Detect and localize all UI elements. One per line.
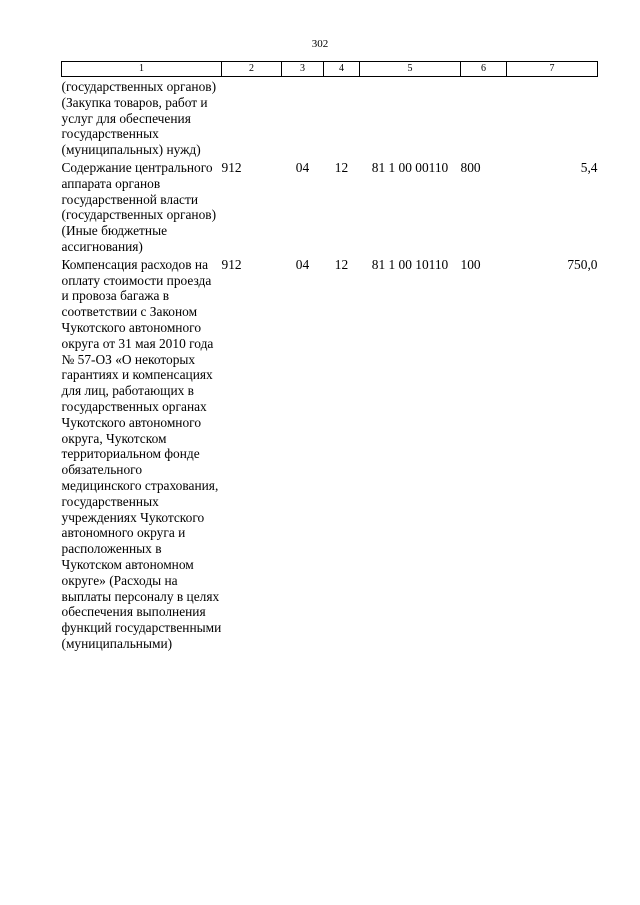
header-col-3: 3 <box>282 62 324 77</box>
header-col-2: 2 <box>222 62 282 77</box>
row-col-5 <box>360 77 461 158</box>
row-col-6 <box>461 77 507 158</box>
budget-table <box>61 61 598 652</box>
row-col-2 <box>222 77 282 158</box>
header-col-7: 7 <box>507 62 598 77</box>
header-col-5: 5 <box>360 62 461 77</box>
table-row <box>62 77 598 158</box>
row-col-2: 912 <box>221 256 242 272</box>
header-col-6: 6 <box>461 62 507 77</box>
header-col-1: 1 <box>62 62 222 77</box>
table-row <box>62 255 598 652</box>
row-name: Содержание центрального аппарата органов государственной власти (государственных органов) (Иные бюджетные ассигнования) <box>61 159 217 254</box>
header-row <box>62 62 598 77</box>
row-col-6: 800 <box>460 159 481 175</box>
row-col-7: 5,4 <box>580 159 598 175</box>
header-col-4: 4 <box>324 62 360 77</box>
page-number: 302 <box>311 38 329 50</box>
row-name: Компенсация расходов на оплату стоимости проезда и провоза багажа в соответствии с Законом Чукотского автономного округа от 31 мая 2010 года № 57-ОЗ «О некоторых гарантиях и компенсациях для лиц, работающих в государственных органах Чукотского автономного округа, Чукотском территориальном фонде обязательного медицинского страхования, государственных учреждениях Чукотского автономного округа и расположенных в Чукотском автономном округе» (Расходы на выплаты персоналу в целях обеспечения выполнения функций государственными (муниципальными) <box>61 256 222 651</box>
row-col-3: 04 <box>295 159 310 175</box>
row-col-2: 912 <box>221 159 242 175</box>
table-row <box>62 158 598 255</box>
row-col-4: 12 <box>334 159 349 175</box>
row-col-6: 100 <box>460 256 481 272</box>
row-col-4 <box>324 77 360 158</box>
row-col-4: 12 <box>334 256 349 272</box>
row-col-7: 750,0 <box>567 256 598 272</box>
row-col-5: 81 1 00 00110 <box>371 159 449 175</box>
row-col-3: 04 <box>295 256 310 272</box>
row-col-3 <box>282 77 324 158</box>
row-col-7 <box>507 77 598 158</box>
row-name: (государственных органов) (Закупка товаров, работ и услуг для обеспечения государственных (муниципальных) нужд) <box>61 79 217 158</box>
row-col-5: 81 1 00 10110 <box>371 256 449 272</box>
